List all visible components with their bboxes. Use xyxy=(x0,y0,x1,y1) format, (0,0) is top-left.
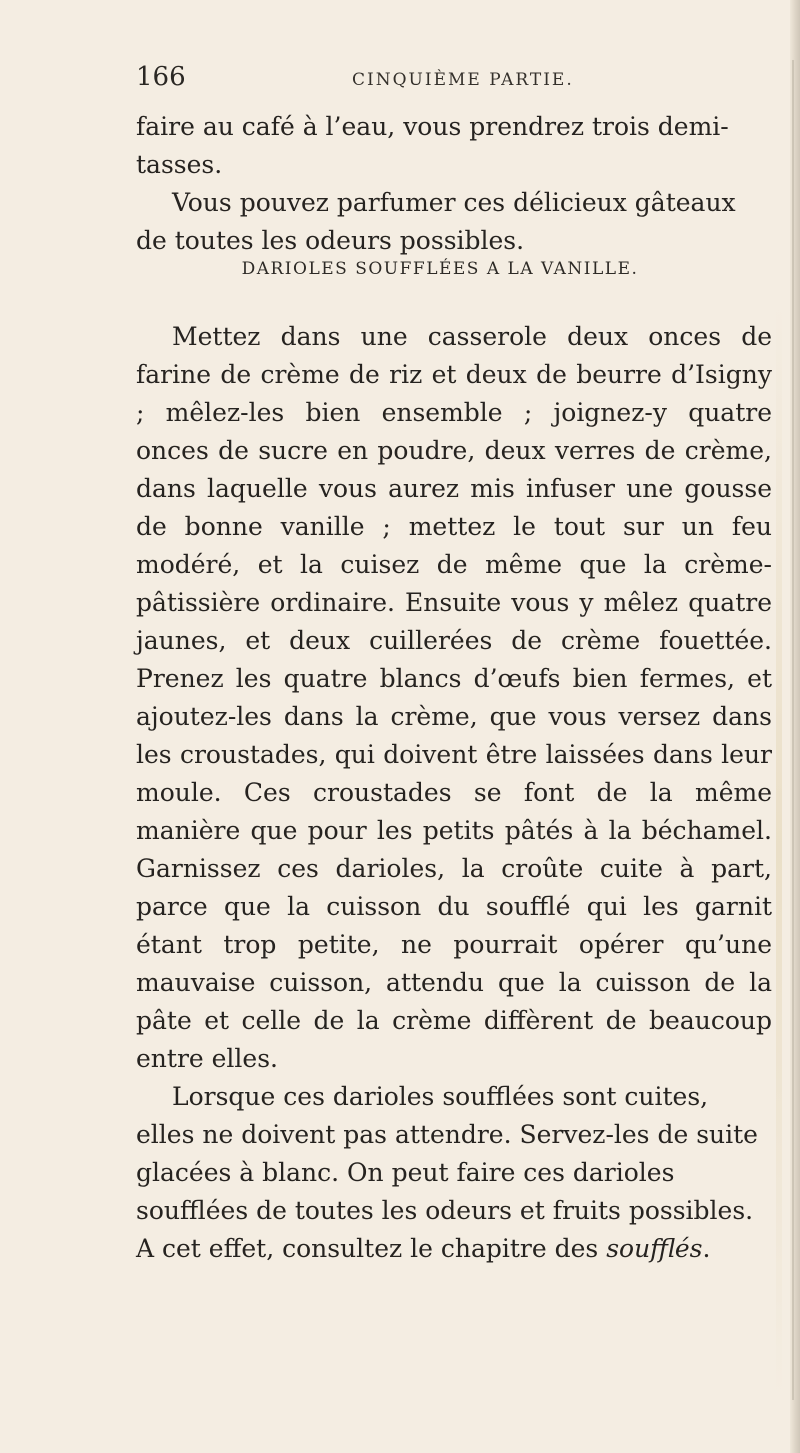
recipe-paragraph-2-text: Lorsque ces darioles soufflées sont cuites, elles ne doivent pas attendre. Servez-les de suite glacées à blanc. On peut faire ces darioles soufflées de toutes les odeurs et fruits possibles. A cet effet, consultez le chapitre des xyxy=(136,1082,758,1263)
recipe-paragraph-2 xyxy=(136,1078,772,1268)
recipe-paragraph-1: Mettez dans une casserole deux onces de farine de crème de riz et deux de beurre d’Isigny ; mêlez-les bien ensemble ; joignez-y quatre onces de sucre en poudre, deux verres de crème, dans laquelle vous aurez mis infuser une gousse de bonne vanille ; mettez le tout sur un feu modéré, et la cuisez de même que la crème-pâtissière ordinaire. Ensuite vous y mêlez quatre jaunes, et deux cuillerées de crème fouettée. Prenez les quatre blancs d’œufs bien fermes, et ajoutez-les dans la crème, que vous versez dans les croustades, qui doivent être laissées dans leur moule. Ces croustades se font de la même manière que pour les petits pâtés à la béchamel. Garnissez ces darioles, la croûte cuite à part, parce que la cuisson du soufflé qui les garnit étant trop petite, ne pourrait opérer qu’une mauvaise cuisson, attendu que la cuisson de la pâte et celle de la crème diffèrent de beaucoup entre elles. xyxy=(136,322,772,1073)
page-header xyxy=(136,60,756,100)
page-stain xyxy=(776,300,782,1400)
recipe-paragraph-2-end: . xyxy=(702,1234,711,1263)
souffles-reference: soufflés xyxy=(606,1234,703,1263)
page-edge xyxy=(790,0,800,1453)
intro-text xyxy=(136,108,772,260)
running-head: CINQUIÈME PARTIE. xyxy=(352,70,574,90)
intro-line: faire au café à l’eau, vous prendrez trois demi-tasses. xyxy=(136,112,729,179)
page-number: 166 xyxy=(136,62,186,92)
intro-paragraph: Vous pouvez parfumer ces délicieux gâteaux de toutes les odeurs possibles. xyxy=(136,188,736,255)
recipe-body xyxy=(136,318,772,1268)
recipe-title: DARIOLES SOUFFLÉES A LA VANILLE. xyxy=(241,259,639,279)
